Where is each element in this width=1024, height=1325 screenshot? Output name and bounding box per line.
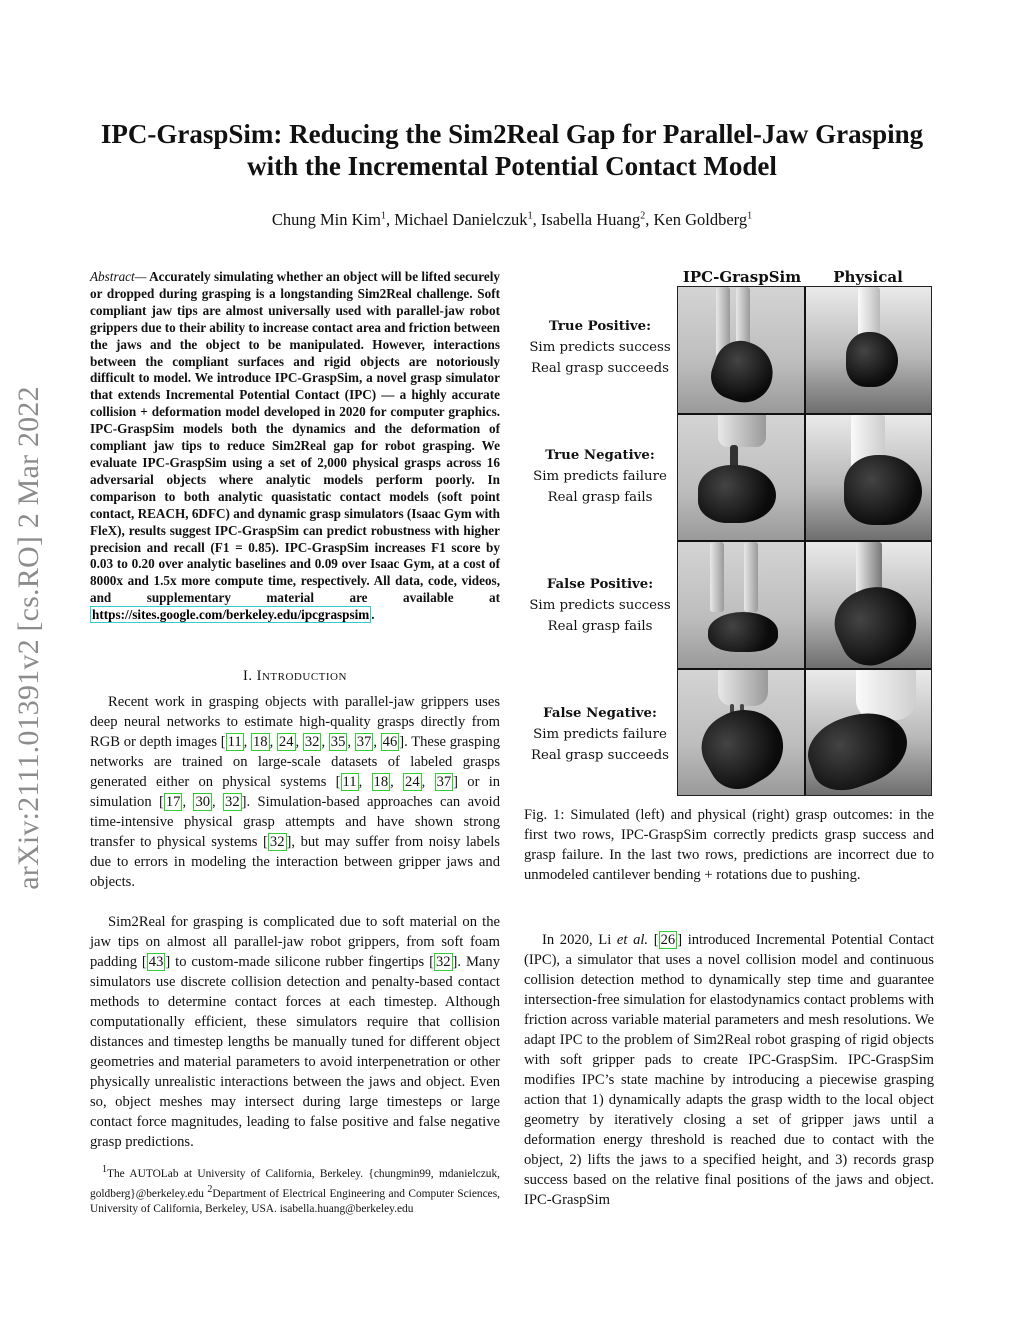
- author-list: Chung Min Kim$^1$, Michael Danielczuk$^1$, Isabella Huang$^2$, Ken Goldberg$^1$: [271, 210, 753, 229]
- intro-paragraph-2: Sim2Real for grasping is complicated due to soft material on the jaw tips on almost all parallel-jaw robot grippers, from soft foam padding [ 43 ] to custom-made silicone rubber fingertips [ 32 ]. Many simulators use discrete collision detection and penalty-based contact methods to determine contact forces at each timestep. Although computationally efficient, these simulators require that collision distances and timestep lengths be manually tuned for different object geometries and material parameters to avoid interpenetration or other physically unrealistic interactions between the jaws and object. Even so, object meshes may intersect during large timesteps or large contact force magnitudes, leading to false positive and false negative grasp predictions.: [90, 914, 500, 1150]
- figure-image-grid: [677, 286, 932, 796]
- citation-link[interactable]: 32: [225, 794, 240, 810]
- citation-link[interactable]: 32: [435, 954, 451, 970]
- figure-caption: Fig. 1: Simulated (left) and physical (right) grasp outcomes: in the first two rows, IPC-GraspSim correctly predicts grasp success and grasp failure. In the last two rows, predictions are incorrect due to unmodeled cantilever bending + rotations due to pushing.: [524, 807, 934, 883]
- citation-link[interactable]: 37: [356, 734, 372, 750]
- abstract: Abstract— Accurately simulating whether an object will be lifted securely or dropped during grasping is a longstanding Sim2Real challenge. Soft compliant jaw tips are almost universally used with parallel-jaw robot grippers due to their ability to increase contact area and friction between the jaws and the object to be manipulated. However, interactions between the compliant surfaces and rigid objects are notoriously difficult to model. We introduce IPC-GraspSim, a novel grasp simulator that extends Incremental Potential Contact (IPC) — a highly accurate collision + deformation model developed in 2020 for computer graphics. IPC-GraspSim models both the dynamics and the deformation of compliant jaw tips to reduce Sim2Real gap for robot grasping. We evaluate IPC-GraspSim using a set of 2,000 physical grasps across 16 adversarial objects where analytic models perform poorly. In comparison to both analytic quasistatic contact models (soft point contact, REACH, 6DFC) and dynamic grasp simulators (Isaac Gym with FleX), results suggest IPC-GraspSim can predict robustness with higher precision and recall (F1 = 0.85). IPC-GraspSim increases F1 score by 0.03 to 0.20 over analytic baselines and 0.09 over Isaac Gym, at a cost of 8000x and 1.5x more compute time, respectively. All data, code, videos, and supplementary material are available at https://sites.google.com/berkeley.edu/ipcgraspsim .: [90, 269, 500, 623]
- affiliation-footnote: $^1$The AUTOLab at University of California, Berkeley. {chungmin99, mdanielczuk, goldberg}@berkeley.edu $^2$Department of Electrical Engineering and Computer Sciences, University of California, Berkeley, USA. isabella.huang@berkeley.edu: [90, 1164, 500, 1215]
- figure-row-label: False Negative: Sim predicts failure Real grasp succeeds: [530, 706, 669, 763]
- citation-link[interactable]: 37: [436, 774, 452, 790]
- citation-link[interactable]: 18: [373, 774, 389, 790]
- section-heading: I. INTRODUCTION: [243, 668, 347, 684]
- abstract-text: Accurately simulating whether an object will be lifted securely or dropped during grasping is a longstanding Sim2Real challenge. Soft compliant jaw tips are almost universally used with parallel-jaw robot grippers due to their ability to increase contact area and friction between the jaws and the object to be manipulated. However, interactions between the compliant surfaces and rigid objects are notoriously difficult to model. We introduce IPC-GraspSim, a novel grasp simulator that extends Incremental Potential Contact (IPC) — a highly accurate collision + deformation model developed in 2020 for computer graphics. IPC-GraspSim models both the dynamics and the deformation of compliant jaw tips to reduce Sim2Real gap for robot grasping. We evaluate IPC-GraspSim using a set of 2,000 physical grasps across 16 adversarial objects where analytic models perform poorly. In comparison to both analytic quasistatic contact models (soft point contact, REACH, 6DFC) and dynamic grasp simulators (Isaac Gym with FleX), results suggest IPC-GraspSim can predict robustness with higher precision and recall (F1 = 0.85). IPC-GraspSim increases F1 score by 0.03 to 0.20 over analytic baselines and 0.09 over Isaac Gym, at a cost of 8000x and 1.5x more compute time, respectively. All data, code, videos, and supplementary material are available at: [90, 269, 500, 606]
- physical-image-true-positive: [806, 287, 932, 413]
- citation-link[interactable]: 11: [227, 734, 242, 750]
- paper-title: IPC-GraspSim: Reducing the Sim2Real Gap for Parallel-Jaw Grasping with the Incremental Potential Contact Model: [100, 119, 924, 181]
- figure-row-label: True Positive: Sim predicts success Real grasp succeeds: [529, 319, 671, 376]
- citation-link[interactable]: 46: [382, 734, 398, 750]
- figure-row-label: True Negative: Sim predicts failure Real grasp fails: [533, 448, 667, 505]
- sim-image-true-positive: [678, 287, 804, 413]
- author-name: Isabella Huang: [540, 210, 641, 229]
- citation-link[interactable]: 43: [148, 954, 164, 970]
- author-name: Ken Goldberg: [653, 210, 748, 229]
- arxiv-identifier: arXiv:2111.01391v2 [cs.RO] 2 Mar 2022: [12, 386, 45, 890]
- citation-link[interactable]: 26: [660, 932, 676, 948]
- figure-column-header-physical: Physical: [833, 268, 903, 286]
- physical-image-false-positive: [806, 542, 932, 668]
- physical-image-false-negative: [806, 670, 932, 796]
- citation-link[interactable]: 17: [165, 794, 181, 810]
- sim-image-false-positive: [678, 542, 804, 668]
- citation-link[interactable]: 32: [269, 834, 285, 850]
- citation-link[interactable]: 18: [252, 734, 268, 750]
- citation-link[interactable]: 24: [405, 774, 420, 790]
- intro-paragraph-1: Recent work in grasping objects with parallel-jaw grippers uses deep neural networks to estimate high-quality grasps directly from RGB or depth images [ 11 , 18 , 24 , 32 , 35 , 37 , 46 ]. These grasping networks are trained on large-scale datasets of labeled grasps generated either on physical systems [ 11 , 18 , 24 , 37 ] or in simulation [ 17 , 30 , 32 ]. Simulation-based approaches can avoid time-intensive physical grasp attempts and have shown strong transfer to physical systems [ 32 ], but may suffer from noisy labels due to errors in modeling the interaction between gripper jaws and objects.: [90, 694, 501, 890]
- project-url-link[interactable]: https://sites.google.com/berkeley.edu/ipcgraspsim: [92, 607, 370, 623]
- citation-link[interactable]: 35: [330, 734, 346, 750]
- citation-link[interactable]: 24: [278, 734, 294, 750]
- figure-column-header-sim: IPC-GraspSim: [682, 268, 802, 286]
- physical-image-true-negative: [806, 415, 932, 541]
- sim-image-true-negative: [678, 415, 804, 541]
- section-title: INTRODUCTION: [256, 668, 347, 684]
- citation-link[interactable]: 32: [304, 734, 320, 750]
- author-name: Chung Min Kim: [271, 210, 381, 229]
- citation-link[interactable]: 30: [195, 794, 211, 810]
- citation-link[interactable]: 11: [342, 774, 357, 790]
- right-column-paragraph: In 2020, Li et al. [ 26 ] introduced Incremental Potential Contact (IPC), a simulator that uses a novel collision model and continuous collision detection method to dynamically step time and guarantee intersection-free simulation for elastodynamics contact problems with friction across variable material parameters and mesh resolutions. We adapt IPC to the problem of Sim2Real robot grasping of rigid objects with soft gripper pads to create IPC-GraspSim. IPC-GraspSim modifies IPC’s state machine by introducing a piecewise grasping action that 1) dynamically adapts the grasp width to the local object geometry by iteratively closing a set of gripper jaws until a deformation energy threshold is reached due to contact with the object, 2) lifts the jaws to a specified height, and 3) records grasp success based on the relative final positions of the jaws and object. IPC-GraspSim: [524, 932, 935, 1208]
- abstract-label: Abstract: [90, 269, 135, 284]
- sim-image-false-negative: [678, 670, 804, 796]
- figure-row-label: False Positive: Sim predicts success Real grasp fails: [529, 577, 671, 634]
- author-name: Michael Danielczuk: [394, 210, 528, 229]
